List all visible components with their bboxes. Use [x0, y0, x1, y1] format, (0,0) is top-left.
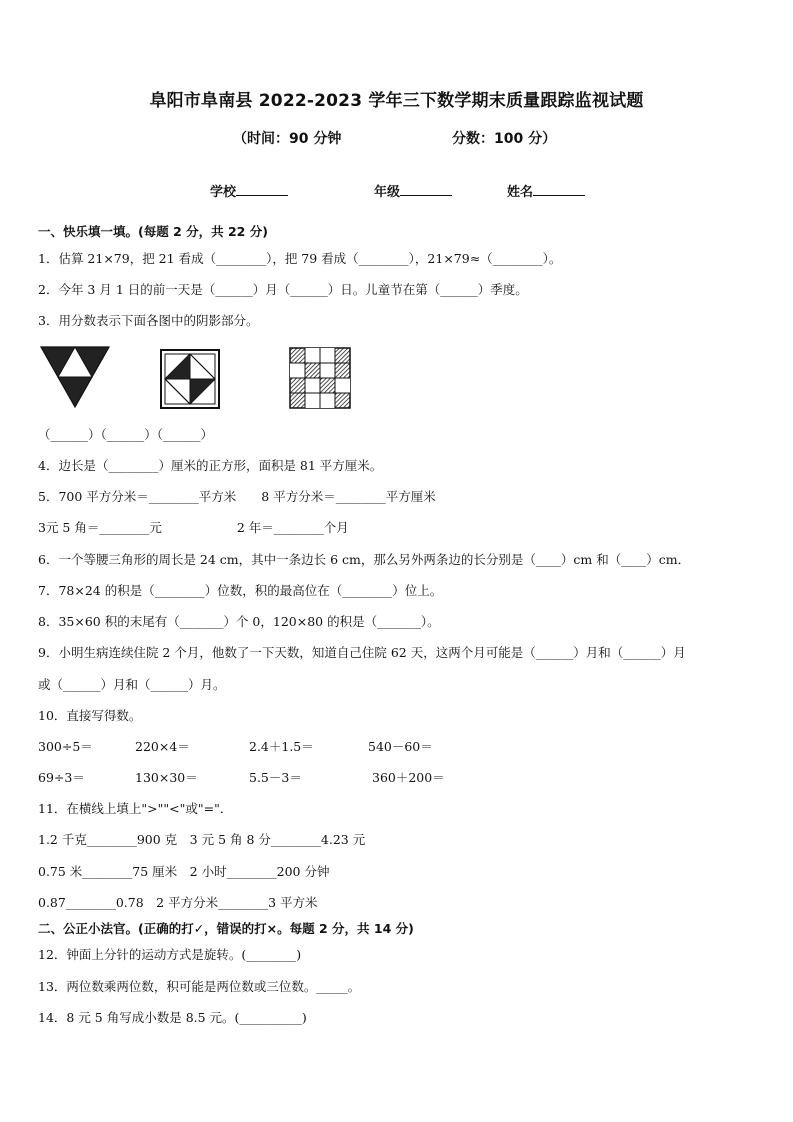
page-title: 阜阳市阜南县 2022-2023 学年三下数学期末质量跟踪监视试题 — [149, 91, 644, 111]
question-13: 13．两位数乘两位数，积可能是两位数或三位数。_____。 — [38, 979, 361, 994]
question-14: 14．8 元 5 角写成小数是 8.5 元。(__________) — [38, 1010, 307, 1025]
grid-cell-white — [305, 348, 320, 363]
question-10: 10．直接写得数。 — [38, 708, 142, 723]
school-field — [210, 181, 288, 200]
question-8: 8．35×60 积的末尾有（_______）个 0，120×80 的积是（_______）。 — [38, 614, 440, 629]
grade-label: 年级 — [374, 185, 401, 200]
exam-time: （时间：90 分钟 — [233, 131, 342, 147]
square-diamond-figure — [160, 349, 220, 409]
question-11c: 0.87________0.78 2 平方分米________3 平方米 — [38, 895, 318, 910]
grid-figure — [289, 347, 351, 409]
calc-item: 300÷5＝ — [38, 739, 93, 754]
question-12: 12．钟面上分针的运动方式是旋转。(________) — [38, 947, 302, 962]
question-11: 11．在横线上填上">""<"或"="． — [38, 801, 233, 816]
question-6: 6．一个等腰三角形的周长是 24 cm，其中一条边长 6 cm，那么另外两条边的长分别是（____）cm 和（____）cm． — [38, 552, 691, 567]
grid-cell-white — [305, 378, 320, 393]
calc-item: 2.4＋1.5＝ — [249, 739, 314, 754]
grid-cell-white — [320, 393, 335, 408]
calc-item: 5.5－3＝ — [249, 770, 302, 785]
question-9b: 或（______）月和（______）月。 — [38, 677, 226, 692]
question-3: 3．用分数表示下面各图中的阴影部分。 — [38, 313, 259, 328]
calc-item: 360＋200＝ — [372, 770, 445, 785]
grade-field — [374, 181, 452, 200]
grid-cell-white — [335, 378, 350, 393]
question-9a: 9．小明生病连续住院 2 个月，他数了一下天数，知道自己住院 62 天，这两个月可能是（______）月和（______）月 — [38, 645, 686, 660]
grid-cell-white — [305, 393, 320, 408]
calc-item: 69÷3＝ — [38, 770, 85, 785]
question-3-answers: （______）（______）（______） — [38, 427, 214, 442]
name-field — [507, 181, 585, 200]
school-blank[interactable] — [236, 183, 288, 196]
question-11a: 1.2 千克________900 克 3 元 5 角 8 分________4.23 元 — [38, 832, 366, 847]
question-2: 2．今年 3 月 1 日的前一天是（______）月（______）日。儿童节在第（______）季度。 — [38, 282, 528, 297]
triangle-figure — [40, 346, 110, 408]
grid-cell-white — [320, 363, 335, 378]
question-5a: 5．700 平方分米＝________平方米 8 平方分米＝________平方厘米 — [38, 489, 436, 504]
name-blank[interactable] — [533, 183, 585, 196]
question-4: 4．边长是（________）厘米的正方形，面积是 81 平方厘米。 — [38, 458, 383, 473]
name-label: 姓名 — [507, 185, 534, 200]
section2-heading: 二、公正小法官。(正确的打✓，错误的打×。每题 2 分，共 14 分) — [38, 921, 414, 936]
calc-item: 130×30＝ — [135, 770, 198, 785]
calc-item: 540－60＝ — [368, 739, 433, 754]
grade-blank[interactable] — [400, 183, 452, 196]
grid-cell-white — [290, 363, 305, 378]
question-1: 1．估算 21×79，把 21 看成（________），把 79 看成（________），21×79≈（________）。 — [38, 251, 562, 266]
calc-item: 220×4＝ — [135, 739, 190, 754]
grid-cell-white — [320, 348, 335, 363]
question-7: 7．78×24 的积是（________）位数，积的最高位在（________）位上。 — [38, 583, 443, 598]
question-11b: 0.75 米________75 厘米 2 小时________200 分钟 — [38, 864, 330, 879]
section1-heading: 一、快乐填一填。(每题 2 分，共 22 分) — [38, 224, 268, 239]
question-5b: 3元 5 角＝________元 2 年＝________个月 — [38, 520, 349, 535]
exam-score: 分数：100 分） — [452, 131, 557, 147]
school-label: 学校 — [210, 185, 237, 200]
